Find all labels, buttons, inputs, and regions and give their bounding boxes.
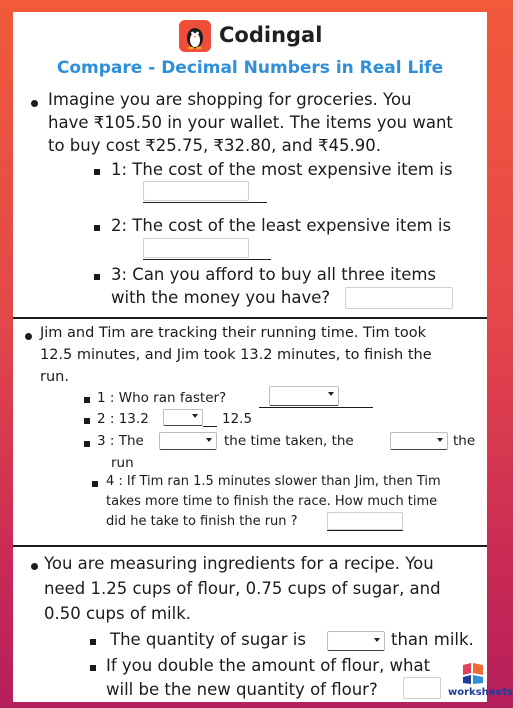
- section3-intro-line1: You are measuring ingredients for a recipe. You: [44, 554, 434, 573]
- answer-input-most-expensive[interactable]: [143, 181, 249, 201]
- square-bullet: [94, 274, 100, 280]
- page-title: Compare - Decimal Numbers in Real Life: [56, 58, 444, 78]
- section-divider: [13, 317, 487, 319]
- worksheet: [13, 12, 487, 702]
- section2-question2-right: 12.5: [222, 411, 253, 427]
- answer-underline: [327, 530, 403, 531]
- answer-input-double-flour[interactable]: [403, 677, 441, 699]
- section2-intro-line1: Jim and Tim are tracking their running time. Tim took: [40, 325, 427, 341]
- chevron-down-icon: [328, 392, 334, 396]
- time-taken-dropdown-1[interactable]: [159, 432, 217, 450]
- worksheets-brand: worksheets: [448, 687, 513, 698]
- bullet: [31, 563, 38, 570]
- answer-underline: [259, 407, 373, 408]
- section2-question3-part3: the: [453, 433, 476, 449]
- section1-question3-line2: with the money you have?: [111, 288, 331, 307]
- chevron-down-icon: [192, 414, 198, 418]
- faster-runner-dropdown[interactable]: [269, 386, 339, 406]
- section1-intro-line2: have ₹105.50 in your wallet. The items you want: [48, 113, 453, 132]
- section2-question3-part1: 3 : The: [97, 433, 144, 449]
- chevron-down-icon: [374, 638, 380, 642]
- square-bullet: [94, 169, 100, 175]
- section1-intro-line1: Imagine you are shopping for groceries. You: [48, 90, 412, 109]
- chevron-down-icon: [206, 438, 212, 442]
- section2-question4-line1: 4 : If Tim ran 1.5 minutes slower than Jim, then Tim: [106, 474, 441, 489]
- section2-intro-line3: run.: [40, 369, 69, 385]
- section3-question1-right: than milk.: [391, 630, 474, 649]
- penguin-logo-icon: [179, 20, 211, 52]
- answer-underline: [203, 426, 217, 427]
- square-bullet: [94, 225, 100, 231]
- worksheets-logo-icon: [460, 660, 486, 686]
- bullet: [25, 333, 32, 340]
- sugar-comparison-dropdown[interactable]: [327, 631, 385, 651]
- section1-intro-line3: to buy cost ₹25.75, ₹32.80, and ₹45.90.: [48, 136, 381, 155]
- square-bullet: [92, 481, 98, 487]
- chevron-down-icon: [437, 438, 443, 442]
- section3-question1-left: The quantity of sugar is: [110, 630, 306, 649]
- answer-underline: [143, 202, 267, 203]
- answer-input-afford[interactable]: [345, 287, 453, 309]
- square-bullet: [84, 418, 90, 424]
- square-bullet: [84, 397, 90, 403]
- section2-question1: 1 : Who ran faster?: [97, 390, 227, 406]
- answer-input-tim-time[interactable]: [327, 512, 403, 530]
- section2-question4-line3: did he take to finish the run ?: [106, 514, 298, 529]
- section-divider: [13, 545, 487, 547]
- section2-question4-line2: takes more time to finish the race. How much time: [106, 494, 438, 509]
- section2-question2-left: 2 : 13.2: [97, 411, 149, 427]
- square-bullet: [90, 665, 96, 671]
- section2-question3-part2: the time taken, the: [224, 433, 354, 449]
- answer-input-least-expensive[interactable]: [143, 238, 249, 258]
- section1-question1: 1: The cost of the most expensive item is: [111, 160, 453, 179]
- header: [13, 18, 487, 54]
- section3-intro-line3: 0.50 cups of milk.: [44, 604, 192, 623]
- section2-question3-part4: run: [111, 455, 134, 471]
- section1-question3-line1: 3: Can you afford to buy all three items: [111, 265, 437, 284]
- section3-intro-line2: need 1.25 cups of flour, 0.75 cups of sugar, and: [44, 579, 441, 598]
- section2-intro-line2: 12.5 minutes, and Jim took 13.2 minutes, to finish the: [40, 347, 432, 363]
- brand-name: Codingal: [219, 23, 323, 47]
- square-bullet: [84, 441, 90, 447]
- section3-question2-line2: will be the new quantity of flour?: [106, 680, 378, 699]
- section3-question2-line1: If you double the amount of flour, what: [106, 656, 431, 675]
- comparison-dropdown[interactable]: [163, 409, 203, 426]
- time-taken-dropdown-2[interactable]: [390, 432, 448, 450]
- square-bullet: [90, 639, 96, 645]
- section1-question2: 2: The cost of the least expensive item is: [111, 216, 452, 235]
- answer-underline: [143, 259, 271, 260]
- bullet: [31, 100, 38, 107]
